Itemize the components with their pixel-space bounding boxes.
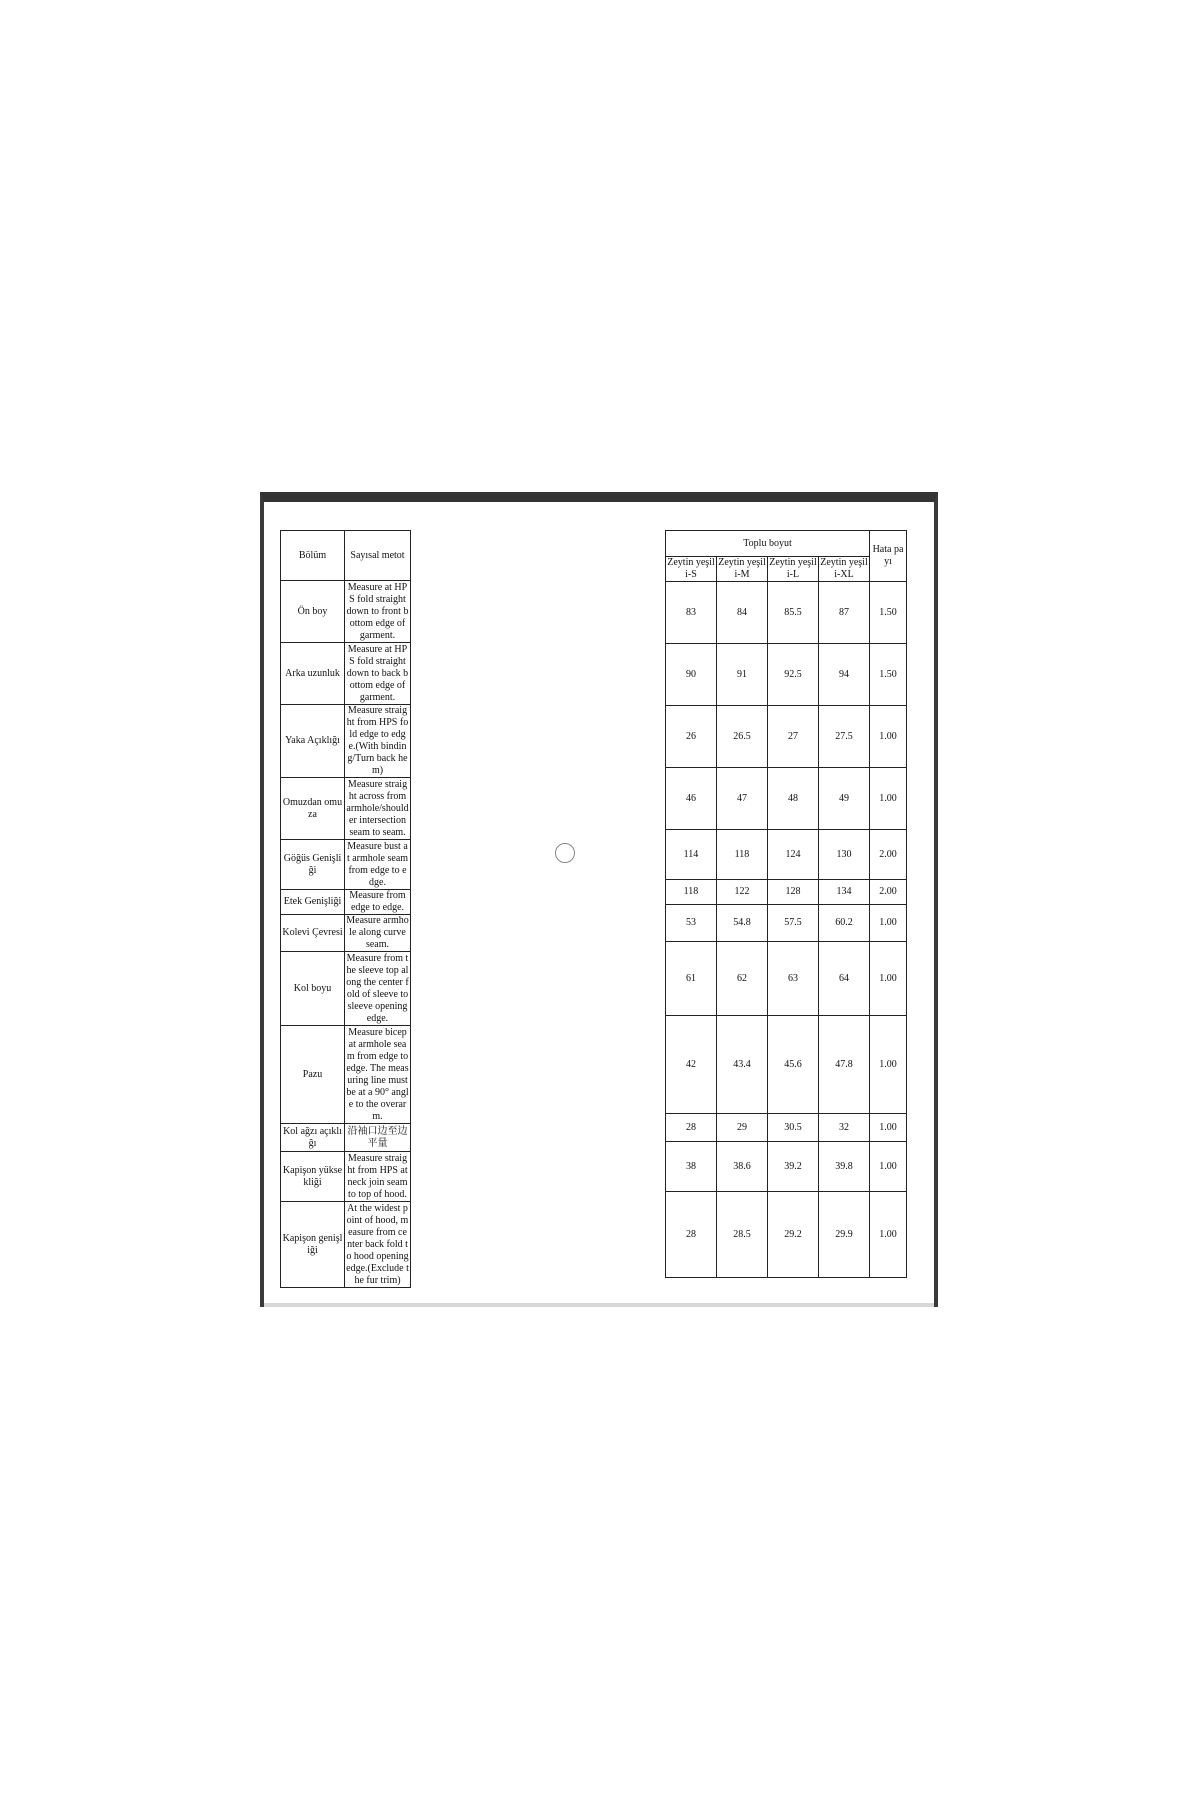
size-value-cell: 83 [666, 582, 717, 644]
size-value-cell: 122 [717, 880, 768, 905]
size-value-cell: 85.5 [768, 582, 819, 644]
size-value-cell: 39.2 [768, 1142, 819, 1192]
method-cell: Measure from the sleeve top along the center fold of sleeve to sleeve opening edge. [346, 952, 409, 1024]
table-row [666, 768, 907, 830]
method-cell: 沿袖口边至边平量 [345, 1124, 411, 1152]
size-value-cell: 27 [768, 706, 819, 768]
header-size-1: Zeytin yeşili-M [718, 557, 766, 580]
table-row [281, 643, 411, 705]
size-value-cell: 61 [666, 942, 717, 1016]
table-row [666, 706, 907, 768]
size-values-table [665, 530, 907, 1278]
table-row [666, 942, 907, 1016]
table-row [666, 1016, 907, 1114]
header-tolerance: Hata payı [870, 531, 907, 582]
method-cell: Measure straight across from armhole/shoulder intersection seam to seam. [346, 778, 409, 838]
size-value-cell: 42 [666, 1016, 717, 1114]
left-header-row [281, 531, 411, 581]
method-cell: Measure straight from HPS at neck join seam to top of hood. [345, 1152, 411, 1202]
table-row [666, 1114, 907, 1142]
loading-circle-icon [555, 843, 575, 863]
size-value-cell: 87 [819, 582, 870, 644]
size-value-cell: 118 [717, 830, 768, 880]
section-cell: Kapişon genişliği [281, 1202, 345, 1288]
right-header-row-1 [666, 531, 907, 557]
table-row [281, 1152, 411, 1202]
size-value-cell: 128 [768, 880, 819, 905]
method-cell: Measure straight from HPS fold edge to edge.(With binding/Turn back hem) [345, 705, 411, 778]
tolerance-cell: 1.00 [870, 905, 907, 942]
table-row [281, 840, 411, 890]
table-row [281, 778, 411, 840]
table-row [666, 1192, 907, 1278]
size-value-cell: 94 [819, 644, 870, 706]
table-row [281, 581, 411, 643]
size-value-cell: 64 [819, 942, 870, 1016]
size-value-cell: 29.9 [819, 1192, 870, 1278]
section-cell: Ön boy [281, 581, 345, 643]
table-row [281, 1026, 411, 1124]
size-chart-sheet [260, 492, 938, 1307]
section-cell: Arka uzunluk [281, 643, 345, 705]
tolerance-cell: 1.00 [870, 1142, 907, 1192]
section-cell: Kol boyu [281, 952, 345, 1026]
size-value-cell: 26 [666, 706, 717, 768]
table-row [281, 952, 411, 1026]
table-row [281, 705, 411, 778]
tolerance-cell: 1.00 [870, 1192, 907, 1278]
method-cell: Measure at HPS fold straight down to front bottom edge of garment. [345, 581, 411, 643]
size-value-cell: 57.5 [768, 905, 819, 942]
section-cell: Pazu [281, 1026, 345, 1124]
table-row [281, 1202, 411, 1288]
tolerance-cell: 2.00 [870, 880, 907, 905]
size-value-cell: 48 [768, 768, 819, 830]
size-value-cell: 91 [717, 644, 768, 706]
section-cell: Yaka Açıklığı [281, 705, 345, 778]
size-value-cell: 92.5 [768, 644, 819, 706]
header-size-3: Zeytin yeşili-XL [820, 557, 868, 580]
size-value-cell: 54.8 [717, 905, 768, 942]
table-row [666, 644, 907, 706]
method-cell: Measure at HPS fold straight down to back bottom edge of garment. [345, 643, 411, 705]
header-section: Bölüm [281, 531, 345, 581]
table-row [281, 1124, 411, 1152]
size-value-cell: 124 [768, 830, 819, 880]
tolerance-cell: 2.00 [870, 830, 907, 880]
size-value-cell: 27.5 [819, 706, 870, 768]
table-row [281, 890, 411, 915]
method-cell: At the widest point of hood, measure from center back fold to hood opening edge.(Exclude the fur trim) [346, 1202, 409, 1286]
size-value-cell: 28 [666, 1114, 717, 1142]
method-cell: Measure armhole along curve seam. [346, 915, 409, 950]
section-cell: Omuzdan omuza [281, 778, 345, 840]
size-value-cell: 62 [717, 942, 768, 1016]
method-cell: Measure bust at armhole seam from edge to edge. [345, 840, 411, 890]
size-value-cell: 32 [819, 1114, 870, 1142]
table-row [666, 830, 907, 880]
tolerance-cell: 1.00 [870, 1114, 907, 1142]
size-value-cell: 28.5 [717, 1192, 768, 1278]
tolerance-cell: 1.00 [870, 942, 907, 1016]
size-value-cell: 47 [717, 768, 768, 830]
size-value-cell: 46 [666, 768, 717, 830]
size-value-cell: 90 [666, 644, 717, 706]
size-value-cell: 130 [819, 830, 870, 880]
size-value-cell: 60.2 [819, 905, 870, 942]
size-value-cell: 26.5 [717, 706, 768, 768]
size-value-cell: 43.4 [717, 1016, 768, 1114]
header-method: Sayısal metot [345, 531, 411, 581]
header-size-0: Zeytin yeşili-S [667, 557, 715, 580]
bottom-strip [264, 1303, 934, 1307]
header-group: Toplu boyut [666, 531, 870, 557]
size-value-cell: 39.8 [819, 1142, 870, 1192]
measurement-method-table [280, 530, 411, 1288]
size-value-cell: 29 [717, 1114, 768, 1142]
tolerance-cell: 1.00 [870, 706, 907, 768]
method-cell: Measure from edge to edge. [345, 890, 411, 915]
size-value-cell: 45.6 [768, 1016, 819, 1114]
size-value-cell: 114 [666, 830, 717, 880]
table-row [666, 1142, 907, 1192]
size-value-cell: 29.2 [768, 1192, 819, 1278]
table-row [666, 880, 907, 905]
size-value-cell: 49 [819, 768, 870, 830]
section-cell: Göğüs Genişliği [281, 840, 345, 890]
size-value-cell: 84 [717, 582, 768, 644]
size-value-cell: 28 [666, 1192, 717, 1278]
table-row [666, 905, 907, 942]
size-value-cell: 134 [819, 880, 870, 905]
table-row [666, 582, 907, 644]
size-value-cell: 63 [768, 942, 819, 1016]
section-cell: Kol ağzı açıklığı [281, 1124, 345, 1152]
tolerance-cell: 1.50 [870, 644, 907, 706]
section-cell: Etek Genişliği [281, 890, 345, 915]
tolerance-cell: 1.50 [870, 582, 907, 644]
tolerance-cell: 1.00 [870, 1016, 907, 1114]
table-row [281, 915, 411, 952]
section-cell: Kapişon yüksekliği [281, 1152, 345, 1202]
size-value-cell: 47.8 [819, 1016, 870, 1114]
size-value-cell: 38.6 [717, 1142, 768, 1192]
size-value-cell: 118 [666, 880, 717, 905]
header-size-2: Zeytin yeşili-L [769, 557, 817, 580]
size-value-cell: 30.5 [768, 1114, 819, 1142]
tolerance-cell: 1.00 [870, 768, 907, 830]
section-cell: Kolevi Çevresi [281, 915, 345, 952]
method-cell: Measure bicep at armhole seam from edge to edge. The measuring line must be at a 90° angle to the overarm. [346, 1026, 409, 1122]
size-value-cell: 38 [666, 1142, 717, 1192]
size-value-cell: 53 [666, 905, 717, 942]
